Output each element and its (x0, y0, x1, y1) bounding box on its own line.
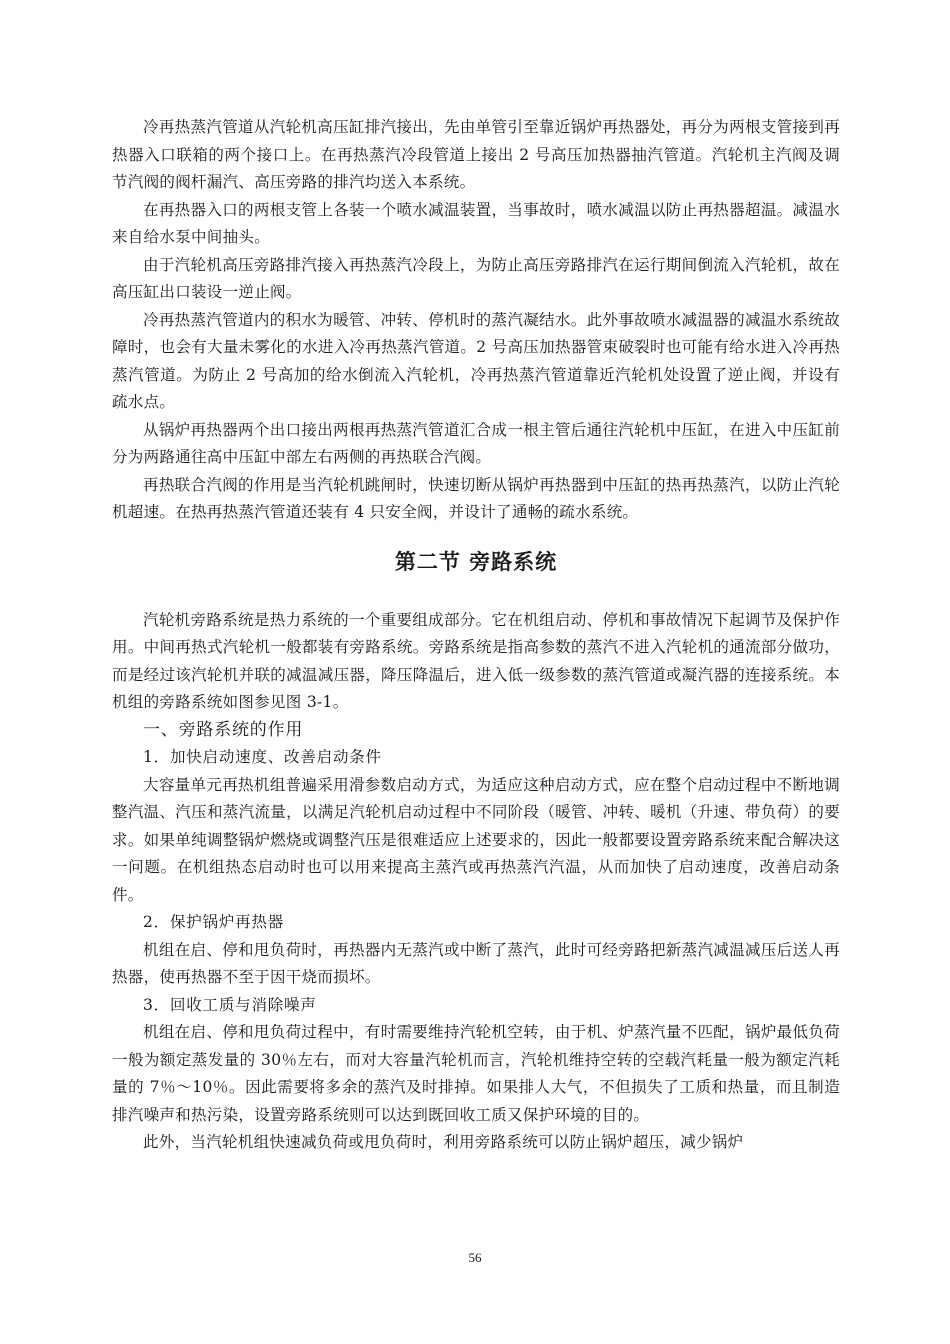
paragraph-cold-reheat-pipe: 冷再热蒸汽管道从汽轮机高压缸排汽接出，先由单管引至靠近锅炉再热器处，再分为两根支管接到再热器入口联箱的两个接口上。在再热蒸汽冷段管道上接出 2 号高压加热器抽汽管道。汽轮机主汽阀及调节汽阀的阀杆漏汽、高压旁路的排汽均送入本系统。 (112, 118, 840, 191)
paragraph-additionally: 此外，当汽轮机组快速减负荷或甩负荷时，利用旁路系统可以防止锅炉超压，减少锅炉 (143, 1133, 744, 1151)
paragraph-bypass-intro: 汽轮机旁路系统是热力系统的一个重要组成部分。它在机组启动、停机和事故情况下起调节及保护作用。中间再热式汽轮机一般都装有旁路系统。旁路系统是指高参数的蒸汽不进入汽轮机的通流部分做功，而是经过该汽轮机并联的减温减压器，降压降温后，进入低一级参数的蒸汽管道或凝汽器的连接系统。本机组的旁路系统如图参见图 3-1。 (112, 610, 840, 711)
subsection-heading-bypass-functions: 一、旁路系统的作用 (143, 719, 304, 740)
section-title: 第二节 旁路系统 (394, 548, 558, 574)
paragraph-desuperheater: 在再热器入口的两根支管上各装一个喷水减温装置，当事故时，喷水减温以防止再热器超温。减温水来自给水泵中间抽头。 (112, 200, 840, 246)
page-body (112, 114, 840, 1157)
paragraph-condensate-water: 冷再热蒸汽管道内的积水为暖管、冲转、停机时的蒸汽凝结水。此外事故喷水减温器的减温水系统故障时，也会有大量未雾化的水进入冷再热蒸汽管道。2 号高压加热器管束破裂时也可能有给水进入冷再热蒸汽管道。为防止 2 号高加的给水倒流入汽轮机，冷再热蒸汽管道靠近汽轮机处设置了逆止阀，并设有疏水点。 (112, 310, 840, 411)
paragraph-combined-valve: 再热联合汽阀的作用是当汽轮机跳闸时，快速切断从锅炉再热器到中压缸的热再热蒸汽，以防止汽轮机超速。在热再热蒸汽管道还装有 4 只安全阀，并设计了通畅的疏水系统。 (112, 475, 840, 521)
paragraph-check-valve: 由于汽轮机高压旁路排汽接入再热蒸汽冷段上，为防止高压旁路排汽在运行期间倒流入汽轮机，故在高压缸出口装设一逆止阀。 (112, 255, 840, 301)
item-heading-recovery-noise: 3．回收工质与消除噪声 (143, 995, 317, 1014)
item-heading-reheater-protection: 2．保护锅炉再热器 (143, 913, 285, 931)
paragraph-hot-reheat-pipe: 从锅炉再热器两个出口接出两根再热蒸汽管道汇合成一根主管后通往汽轮机中压缸，在进入中压缸前分为两路通往高中压缸中部左右两侧的再热联合汽阀。 (112, 420, 840, 466)
item-heading-startup: 1．加快启动速度、改善启动条件 (143, 748, 382, 766)
page-number: 56 (468, 1250, 482, 1265)
paragraph-startup: 大容量单元再热机组普遍采用滑参数启动方式，为适应这种启动方式，应在整个启动过程中不断地调整汽温、汽压和蒸汽流量，以满足汽轮机启动过程中不同阶段（暖管、冲转、暖机（升速、带负荷）的要求。如果单纯调整锅炉燃烧或调整汽压是很难适应上述要求的，因此一般都要设置旁路系统来配合解决这一问题。在机组热态启动时也可以用来提高主蒸汽或再热蒸汽汽温，从而加快了启动速度，改善启动条件。 (112, 775, 840, 904)
paragraph-reheater-protection: 机组在启、停和甩负荷时，再热器内无蒸汽或中断了蒸汽，此时可经旁路把新蒸汽减温减压后送人再热器，使再热器不至于因干烧而损坏。 (112, 940, 840, 986)
paragraph-recovery-noise: 机组在启、停和甩负荷过程中，有时需要维持汽轮机空转，由于机、炉蒸汽量不匹配，锅炉最低负荷一般为额定蒸发量的 30％左右，而对大容量汽轮机而言，汽轮机维持空转的空载汽耗量一般为额定汽耗量的 7％～10％。因此需要将多余的蒸汽及时排掉。如果排人大气，不但损失了工质和热量，而且制造排汽噪声和热污染，设置旁路系统则可以达到既回收工质又保护环境的目的。 (112, 1023, 840, 1124)
